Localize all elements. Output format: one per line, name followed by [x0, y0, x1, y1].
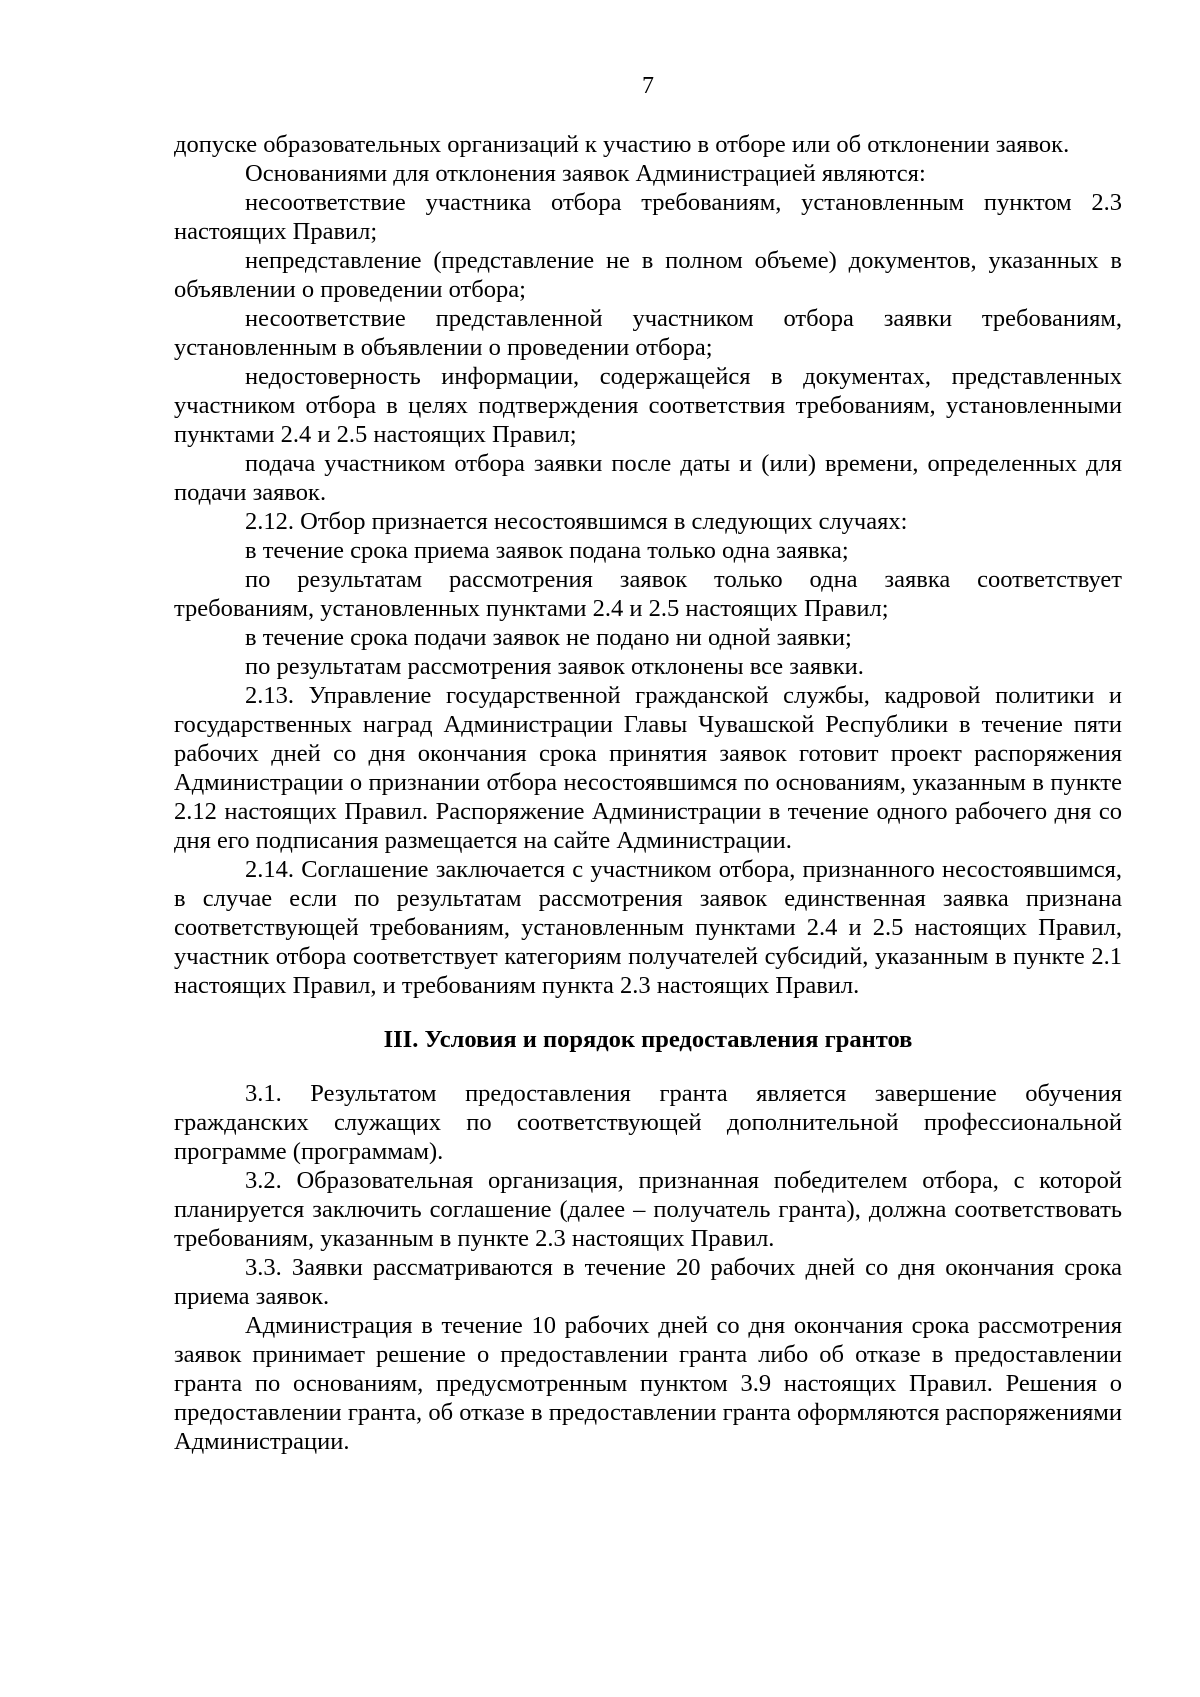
- paragraph-2-12: 2.12. Отбор признается несостоявшимся в следующих случаях:: [245, 508, 908, 535]
- paragraph-continuation: допуске образовательных организаций к участию в отборе или об отклонении заявок.: [174, 131, 1070, 158]
- paragraph-3-3: 3.3. Заявки рассматриваются в течение 20 рабочих дней со дня окончания срока приема заявок.: [174, 1254, 1122, 1310]
- section-3-heading: III. Условия и порядок предоставления грантов: [383, 1026, 913, 1053]
- section-3-body: [174, 1079, 1122, 1456]
- paragraph-rejection-ground-3: несоответствие представленной участником отбора заявки требованиям, установленным в объявлении о проведении отбора;: [174, 305, 1122, 361]
- paragraph-3-2: 3.2. Образовательная организация, признанная победителем отбора, с которой планируется заключить соглашение (далее – получатель гранта), должна соответствовать требованиям, указанным в пункте 2.3 настоящих Правил.: [174, 1167, 1122, 1252]
- paragraph-2-13: 2.13. Управление государственной гражданской службы, кадровой политики и государственных наград Администрации Главы Чувашской Республики в течение пяти рабочих дней со дня окончания срока принятия заявок готовит проект распоряжения Администрации о признании отбора несостоявшимся по основаниям, указанным в пункте 2.12 настоящих Правил. Распоряжение Администрации в течение одного рабочего дня со дня его подписания размещается на сайте Администрации.: [174, 682, 1122, 854]
- section-2-body: [174, 130, 1122, 1000]
- paragraph-2-12-case-2: по результатам рассмотрения заявок только одна заявка соответствует требованиям, установленных пунктами 2.4 и 2.5 настоящих Правил;: [174, 566, 1122, 622]
- paragraph-rejection-ground-2: непредставление (представление не в полном объеме) документов, указанных в объявлении о проведении отбора;: [174, 247, 1122, 303]
- paragraph-2-14: 2.14. Соглашение заключается с участником отбора, признанного несостоявшимся, в случае если по результатам рассмотрения заявок единственная заявка признана соответствующей требованиям, установленным пунктами 2.4 и 2.5 настоящих Правил, участник отбора соответствует категориям получателей субсидий, указанным в пункте 2.1 настоящих Правил, и требованиям пункта 2.3 настоящих Правил.: [174, 856, 1122, 999]
- paragraph-rejection-grounds-intro: Основаниями для отклонения заявок Администрацией являются:: [245, 160, 926, 187]
- paragraph-rejection-ground-1: несоответствие участника отбора требованиям, установленным пунктом 2.3 настоящих Правил;: [174, 189, 1122, 245]
- document-page: [174, 72, 1122, 1456]
- paragraph-3-1: 3.1. Результатом предоставления гранта является завершение обучения гражданских служащих по соответствующей дополнительной профессиональной программе (программам).: [174, 1080, 1122, 1165]
- paragraph-2-12-case-1: в течение срока приема заявок подана только одна заявка;: [245, 537, 849, 564]
- page-number: 7: [642, 73, 654, 99]
- paragraph-2-12-case-4: по результатам рассмотрения заявок отклонены все заявки.: [245, 653, 864, 680]
- paragraph-3-3-decision: Администрация в течение 10 рабочих дней со дня окончания срока рассмотрения заявок принимает решение о предоставлении гранта либо об отказе в предоставлении гранта по основаниям, предусмотренным пунктом 3.9 настоящих Правил. Решения о предоставлении гранта, об отказе в предоставлении гранта оформляются распоряжениями Администрации.: [174, 1312, 1122, 1455]
- paragraph-rejection-ground-4: недостоверность информации, содержащейся в документах, представленных участником отбора в целях подтверждения соответствия требованиям, установленными пунктами 2.4 и 2.5 настоящих Правил;: [174, 363, 1122, 448]
- paragraph-rejection-ground-5: подача участником отбора заявки после даты и (или) времени, определенных для подачи заявок.: [174, 450, 1122, 506]
- paragraph-2-12-case-3: в течение срока подачи заявок не подано ни одной заявки;: [245, 624, 852, 651]
